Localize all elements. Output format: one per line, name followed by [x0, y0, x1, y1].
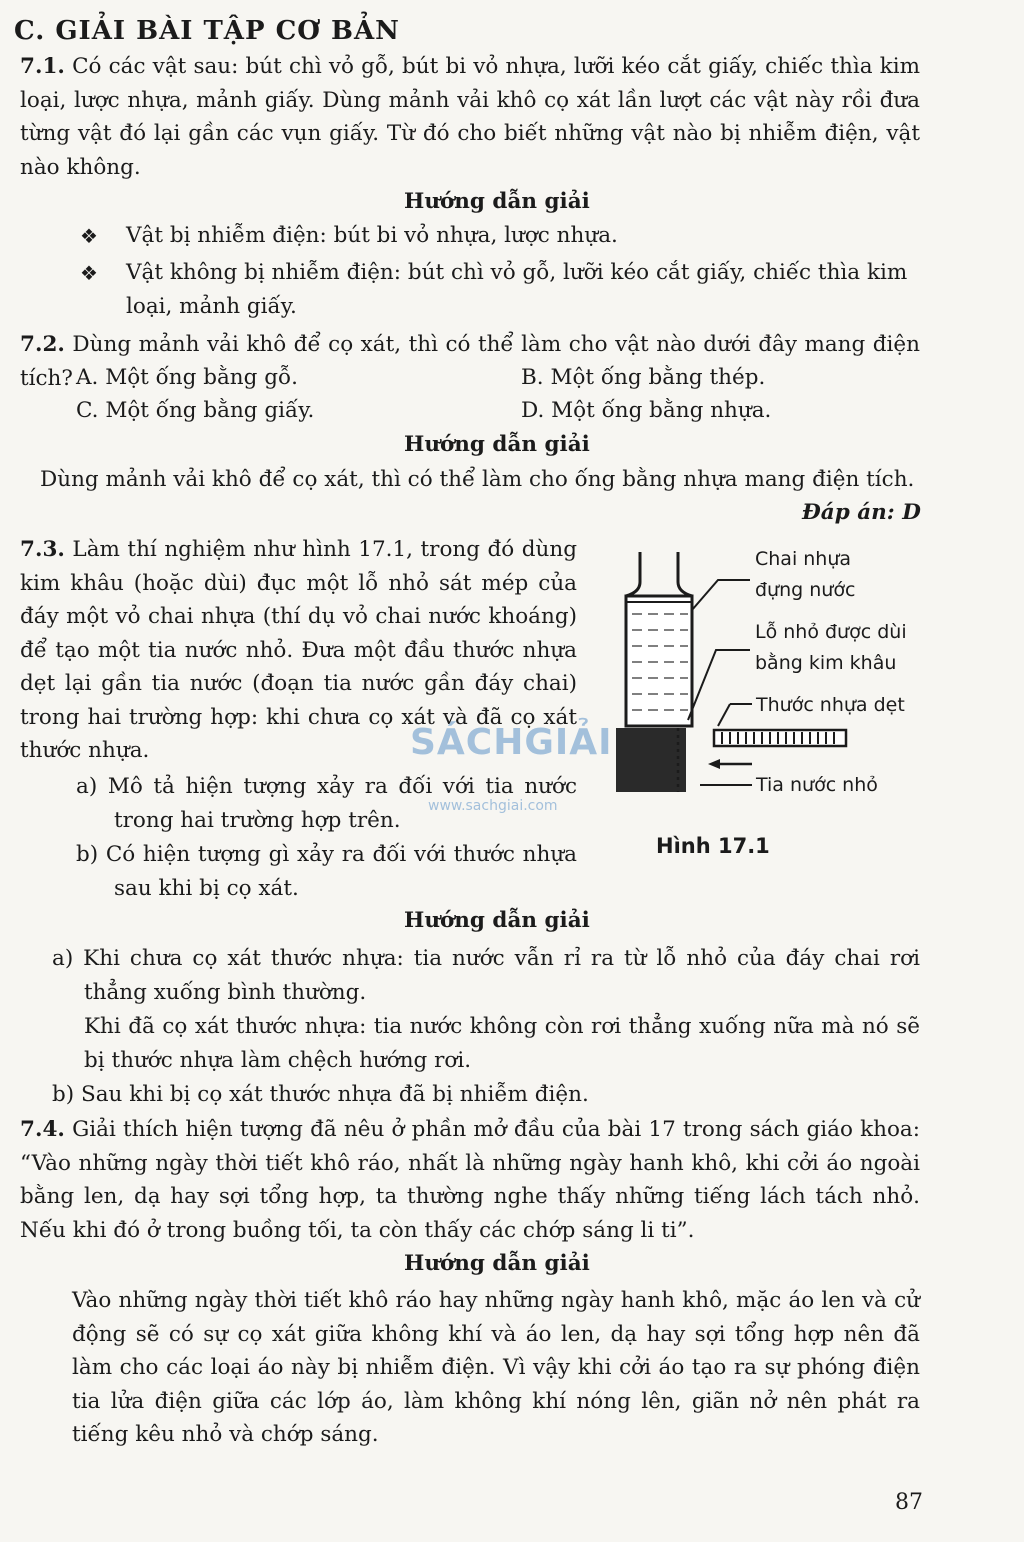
exercise-text: Làm thí nghiệm như hình 17.1, trong đó dùng kim khâu (hoặc dùi) đục một lỗ nhỏ sát mép của đáy một vỏ chai nhựa (thí dụ vỏ chai nước khoáng) để tạo một tia nước nhỏ. Đưa một đầu thước nhựa dẹt lại gần tia nước (đoạn tia nước gần đáy chai) trong hai trường hợp: khi chưa cọ xát và đã cọ xát thước nhựa. — [20, 537, 577, 763]
bullet-item: ❖ Vật không bị nhiễm điện: bút chì vỏ gỗ, lưỡi kéo cắt giấy, chiếc thìa kim loại, mảnh giấy. — [126, 256, 918, 324]
bullet-item: ❖ Vật bị nhiễm điện: bút bi vỏ nhựa, lược nhựa. — [126, 219, 918, 253]
page-number: 87 — [895, 1490, 923, 1515]
solution-text: Dùng mảnh vải khô để cọ xát, thì có thể làm cho ống bằng nhựa mang điện tích. — [40, 467, 915, 492]
solution-a-part2: Khi đã cọ xát thước nhựa: tia nước không còn rơi thẳng xuống nữa mà nó sẽ bị thước nhựa làm chệch hướng rơi. — [84, 1014, 920, 1073]
exercise-7-1 — [20, 50, 920, 184]
figure-label-hole: Lỗ nhỏ được dùi bằng kim khâu — [755, 621, 907, 674]
guide-title: Hướng dẫn giải — [404, 432, 590, 457]
guide-title: Hướng dẫn giải — [404, 1251, 590, 1276]
sub-question-a: a) Mô tả hiện tượng xảy ra đối với tia nước trong hai trường hợp trên. — [76, 774, 577, 833]
option-a: A. Một ống bằng gỗ. — [76, 365, 299, 390]
solution-a-part1: a) Khi chưa cọ xát thước nhựa: tia nước vẫn rỉ ra từ lỗ nhỏ của đáy chai rơi thẳng xuống bình thường. — [52, 946, 920, 1005]
guide-title: Hướng dẫn giải — [404, 908, 590, 933]
figure-label-stream: Tia nước nhỏ — [756, 774, 878, 796]
exercise-number: 7.2. — [20, 332, 65, 357]
diamond-bullet-icon: ❖ — [80, 224, 98, 248]
sub-question-b: b) Có hiện tượng gì xảy ra đối với thước nhựa sau khi bị cọ xát. — [76, 842, 577, 901]
exercise-text: Giải thích hiện tượng đã nêu ở phần mở đầu của bài 17 trong sách giáo khoa: “Vào những ngày thời tiết khô ráo, nhất là những ngày hanh khô, khi cởi áo ngoài bằng len, dạ hay sợi tổng hợp, ta thường nghe thấy những tiếng lách tách nhỏ. Nếu khi đó ở trong buồng tối, ta còn thấy các chớp sáng li ti”. — [20, 1117, 920, 1243]
exercise-number: 7.1. — [20, 54, 65, 79]
exercise-number: 7.3. — [20, 537, 65, 562]
watermark-logo: SÁCHGIẢI — [410, 722, 613, 763]
solution-b: b) Sau khi bị cọ xát thước nhựa đã bị nhiễm điện. — [52, 1082, 589, 1107]
figure-label-bottle: Chai nhựa đựng nước — [755, 548, 856, 601]
watermark-url: www.sachgiai.com — [428, 798, 558, 814]
exercise-number: 7.4. — [20, 1117, 65, 1142]
dark-stand — [616, 728, 686, 792]
section-heading: C. GIẢI BÀI TẬP CƠ BẢN — [14, 16, 400, 46]
exercise-7-4 — [20, 1113, 920, 1247]
guide-title: Hướng dẫn giải — [404, 189, 590, 214]
figure-label-ruler: Thước nhựa dẹt — [756, 694, 905, 716]
figure-caption: Hình 17.1 — [656, 834, 770, 858]
option-b: B. Một ống bằng thép. — [521, 365, 766, 390]
exercise-text: Có các vật sau: bút chì vỏ gỗ, bút bi vỏ nhựa, lưỡi kéo cắt giấy, chiếc thìa kim loại, lược nhựa, mảnh giấy. Dùng mảnh vải khô cọ xát lần lượt các vật này rồi đưa từng vật đó lại gần các vụn giấy. Từ đó cho biết những vật nào bị nhiễm điện, vật nào không. — [20, 54, 920, 180]
exercise-text: Dùng mảnh vải khô để cọ xát, thì có thể làm cho vật nào dưới đây mang điện tích? — [20, 332, 920, 391]
diamond-bullet-icon: ❖ — [80, 261, 98, 285]
solution-text: Vào những ngày thời tiết khô ráo hay những ngày hanh khô, mặc áo len và cử động sẽ có sự cọ xát giữa không khí và áo len, dạ hay sợi tổng hợp nên đã làm cho các loại áo này bị nhiễm điện. Vì vậy khi cởi áo tạo ra sự phóng điện tia lửa điện giữa các lớp áo, làm không khí nóng lên, giãn nở nên phát ra tiếng kêu nhỏ và chớp sáng. — [72, 1288, 920, 1447]
option-c: C. Một ống bằng giấy. — [76, 398, 315, 423]
plastic-bottle — [626, 596, 692, 726]
option-d: D. Một ống bằng nhựa. — [521, 398, 772, 423]
answer-label: Đáp án: D — [802, 500, 921, 525]
